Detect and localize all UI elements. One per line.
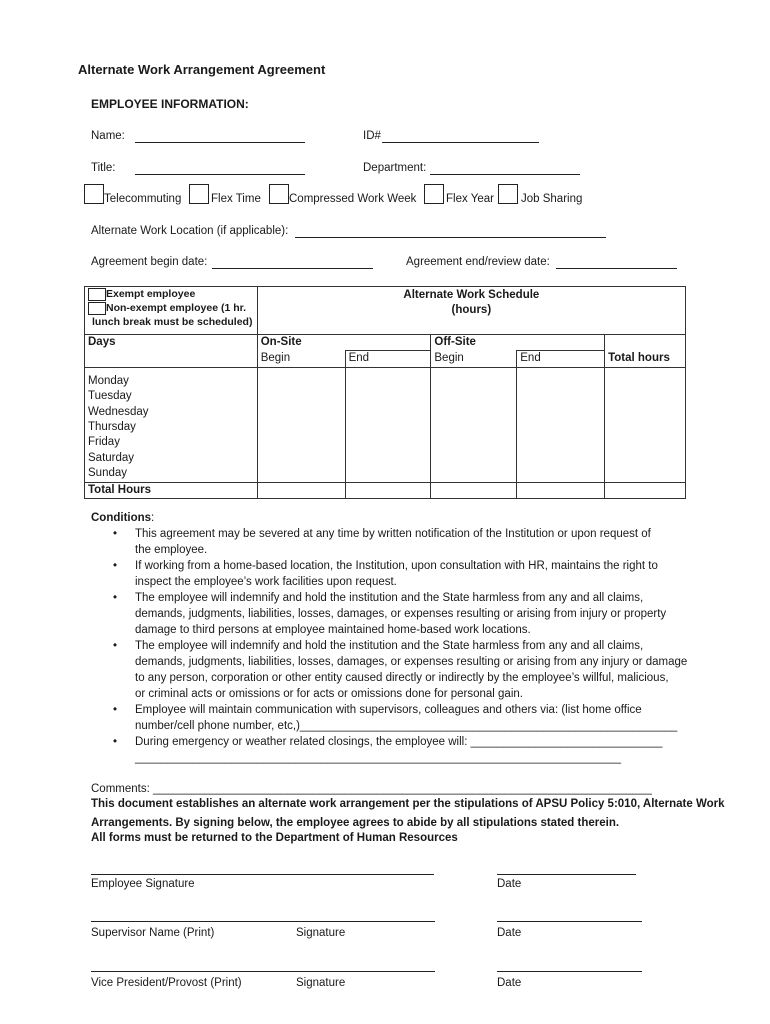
schedule-heading-line2: (hours) <box>451 304 492 316</box>
day-friday: Friday <box>85 435 258 450</box>
employee-date-line[interactable] <box>497 874 636 875</box>
offsite-end-total[interactable] <box>517 482 605 498</box>
condition-line: If working from a home-based location, the Institution, upon consultation with HR, maintains the right to <box>135 560 658 572</box>
condition-item <box>91 702 691 734</box>
total-hours-header-top <box>605 335 686 351</box>
total-hours-cell[interactable] <box>605 466 686 482</box>
supervisor-date-label: Date <box>497 927 522 939</box>
total-hours-cell[interactable] <box>605 389 686 404</box>
department-field[interactable] <box>430 174 580 175</box>
onsite-begin-cell[interactable] <box>257 420 345 435</box>
offsite-end-cell[interactable] <box>517 389 605 404</box>
employee-type-cell <box>85 287 258 335</box>
job-sharing-label: Job Sharing <box>521 193 583 205</box>
employee-info-heading: EMPLOYEE INFORMATION: <box>91 97 249 111</box>
condition-line[interactable]: ____________________________________________________________________________ <box>135 752 622 764</box>
total-hours-header: Total hours <box>605 351 686 367</box>
days-header-spacer <box>85 351 258 367</box>
total-hours-cell[interactable] <box>605 451 686 466</box>
nonexempt-label: Non-exempt employee (1 hr. <box>106 302 247 314</box>
compressed-work-week-checkbox[interactable] <box>269 184 289 204</box>
day-tuesday: Tuesday <box>85 389 258 404</box>
onsite-end-cell[interactable] <box>345 389 431 404</box>
offsite-end-cell[interactable] <box>517 451 605 466</box>
day-sunday: Sunday <box>85 466 258 482</box>
onsite-begin-cell[interactable] <box>257 405 345 420</box>
day-saturday: Saturday <box>85 451 258 466</box>
condition-item <box>91 734 691 766</box>
days-header: Days <box>85 335 258 351</box>
vp-signature-line[interactable] <box>91 971 435 972</box>
bullet-icon: • <box>113 592 118 604</box>
conditions-heading: Conditions <box>91 512 152 524</box>
title-label: Title: <box>91 162 116 174</box>
employee-date-label: Date <box>497 878 522 890</box>
offsite-end-cell[interactable] <box>517 435 605 450</box>
return-note: All forms must be returned to the Department of Human Resources <box>91 832 458 844</box>
table-row <box>85 435 686 450</box>
department-label: Department: <box>363 162 427 174</box>
job-sharing-checkbox[interactable] <box>498 184 518 204</box>
day-wednesday: Wednesday <box>85 405 258 420</box>
condition-line: demands, judgments, liabilities, losses, damages, or expenses resulting or arising from any injury or damage <box>135 656 688 668</box>
day-thursday: Thursday <box>85 420 258 435</box>
telecommuting-checkbox[interactable] <box>84 184 104 204</box>
condition-line: The employee will indemnify and hold the institution and the State harmless from any and all claims, <box>135 592 644 604</box>
condition-line: the employee. <box>135 544 208 556</box>
employee-signature-line[interactable] <box>91 874 434 875</box>
schedule-heading <box>257 287 685 335</box>
condition-line: This agreement may be severed at any time by written notification of the Institution or upon request of <box>135 528 651 540</box>
employee-signature-label: Employee Signature <box>91 878 195 890</box>
alt-location-label: Alternate Work Location (if applicable): <box>91 225 289 237</box>
alt-location-field[interactable] <box>295 237 606 238</box>
bullet-icon: • <box>113 528 118 540</box>
offsite-end-cell[interactable] <box>517 405 605 420</box>
table-row <box>85 405 686 420</box>
condition-item <box>91 558 691 590</box>
condition-line: The employee will indemnify and hold the institution and the State harmless from any and all claims, <box>135 640 644 652</box>
offsite-begin-total[interactable] <box>431 482 517 498</box>
condition-line: demands, judgments, liabilities, losses, damages, or expenses resulting or arising from injury or property <box>135 608 667 620</box>
bullet-icon: • <box>113 704 118 716</box>
bullet-icon: • <box>113 736 118 748</box>
onsite-begin-cell[interactable] <box>257 466 345 482</box>
offsite-end-cell[interactable] <box>517 420 605 435</box>
onsite-begin-total[interactable] <box>257 482 345 498</box>
total-hours-cell[interactable] <box>605 405 686 420</box>
onsite-begin-cell[interactable] <box>257 435 345 450</box>
total-hours-cell[interactable] <box>605 420 686 435</box>
exempt-label: Exempt employee <box>106 288 196 300</box>
telecommuting-label: Telecommuting <box>104 193 182 205</box>
table-row <box>85 451 686 466</box>
onsite-end-cell[interactable] <box>345 374 431 389</box>
condition-line: damage to third persons at employee maintained home-based work locations. <box>135 624 531 636</box>
table-row <box>85 374 686 389</box>
offsite-begin-cell[interactable] <box>431 466 517 482</box>
onsite-header: On-Site <box>257 335 431 351</box>
total-hours-cell[interactable] <box>605 435 686 450</box>
offsite-begin-cell[interactable] <box>431 435 517 450</box>
begin-date-label: Agreement begin date: <box>91 256 208 268</box>
condition-line[interactable]: During emergency or weather related closings, the employee will: ______________________________ <box>135 736 663 748</box>
table-row <box>85 466 686 482</box>
onsite-end-header: End <box>345 351 431 367</box>
condition-item <box>91 526 691 558</box>
bullet-icon: • <box>113 560 118 572</box>
flex-year-checkbox[interactable] <box>424 184 444 204</box>
offsite-end-header: End <box>517 351 605 367</box>
offsite-begin-cell[interactable] <box>431 374 517 389</box>
exempt-checkbox[interactable] <box>88 288 106 301</box>
conditions-list <box>91 526 691 766</box>
vp-date-line[interactable] <box>497 971 642 972</box>
nonexempt-note: lunch break must be scheduled) <box>92 316 253 328</box>
stipulation-line-1: This document establishes an alternate work arrangement per the stipulations of APSU Policy 5:010, Alternate Work <box>91 798 725 810</box>
nonexempt-checkbox[interactable] <box>88 302 106 315</box>
end-date-label: Agreement end/review date: <box>406 256 550 268</box>
offsite-begin-cell[interactable] <box>431 389 517 404</box>
condition-item <box>91 638 691 702</box>
supervisor-name-label: Supervisor Name (Print) <box>91 927 215 939</box>
id-label: ID# <box>363 130 381 142</box>
name-field[interactable] <box>135 142 305 143</box>
table-row <box>85 420 686 435</box>
conditions-heading-line <box>91 510 691 526</box>
condition-line[interactable]: number/cell phone number, etc,)___________________________________________________________ <box>135 720 678 732</box>
day-monday: Monday <box>85 374 258 389</box>
schedule-heading-line1: Alternate Work Schedule <box>403 289 540 301</box>
grand-total-cell[interactable] <box>605 482 686 498</box>
onsite-end-cell[interactable] <box>345 466 431 482</box>
total-hours-cell[interactable] <box>605 374 686 389</box>
conditions-colon: : <box>151 512 155 524</box>
vp-name-label: Vice President/Provost (Print) <box>91 977 242 989</box>
table-row <box>85 482 686 498</box>
onsite-end-total[interactable] <box>345 482 431 498</box>
onsite-begin-cell[interactable] <box>257 389 345 404</box>
schedule-table <box>84 286 686 499</box>
onsite-begin-cell[interactable] <box>257 451 345 466</box>
condition-line: to any person, corporation or other entity caused directly or indirectly by the employee’s willful, malicious, <box>135 672 669 684</box>
supervisor-signature-line[interactable] <box>91 921 435 922</box>
id-field[interactable] <box>382 142 539 143</box>
vp-date-label: Date <box>497 977 522 989</box>
onsite-end-cell[interactable] <box>345 405 431 420</box>
name-label: Name: <box>91 130 125 142</box>
supervisor-date-line[interactable] <box>497 921 642 922</box>
flex-time-checkbox[interactable] <box>189 184 209 204</box>
onsite-begin-cell[interactable] <box>257 374 345 389</box>
conditions-section <box>91 510 691 766</box>
onsite-end-cell[interactable] <box>345 451 431 466</box>
end-date-field[interactable] <box>556 268 677 269</box>
offsite-header: Off-Site <box>431 335 605 351</box>
flex-time-label: Flex Time <box>211 193 261 205</box>
flex-year-label: Flex Year <box>446 193 494 205</box>
comments-field[interactable]: Comments: ______________________________________________________________________________ <box>91 783 652 795</box>
condition-line: Employee will maintain communication with supervisors, colleagues and others via: (list home office <box>135 704 642 716</box>
stipulation-line-2: Arrangements. By signing below, the employee agrees to abide by all stipulations stated therein. <box>91 817 620 829</box>
offsite-begin-cell[interactable] <box>431 451 517 466</box>
onsite-end-cell[interactable] <box>345 420 431 435</box>
offsite-end-cell[interactable] <box>517 374 605 389</box>
offsite-end-cell[interactable] <box>517 466 605 482</box>
title-field[interactable] <box>135 174 305 175</box>
condition-line: inspect the employee’s work facilities upon request. <box>135 576 397 588</box>
document-title: Alternate Work Arrangement Agreement <box>78 62 326 77</box>
offsite-begin-cell[interactable] <box>431 420 517 435</box>
begin-date-field[interactable] <box>212 268 373 269</box>
compressed-work-week-label: Compressed Work Week <box>289 193 417 205</box>
supervisor-signature-label: Signature <box>296 927 346 939</box>
vp-signature-label: Signature <box>296 977 346 989</box>
bullet-icon: • <box>113 640 118 652</box>
condition-line: or criminal acts or omissions or for acts or omissions done for personal gain. <box>135 688 523 700</box>
condition-item <box>91 590 691 638</box>
onsite-end-cell[interactable] <box>345 435 431 450</box>
onsite-begin-header: Begin <box>257 351 345 367</box>
table-row <box>85 389 686 404</box>
offsite-begin-header: Begin <box>431 351 517 367</box>
offsite-begin-cell[interactable] <box>431 405 517 420</box>
total-hours-row-label: Total Hours <box>85 482 258 498</box>
